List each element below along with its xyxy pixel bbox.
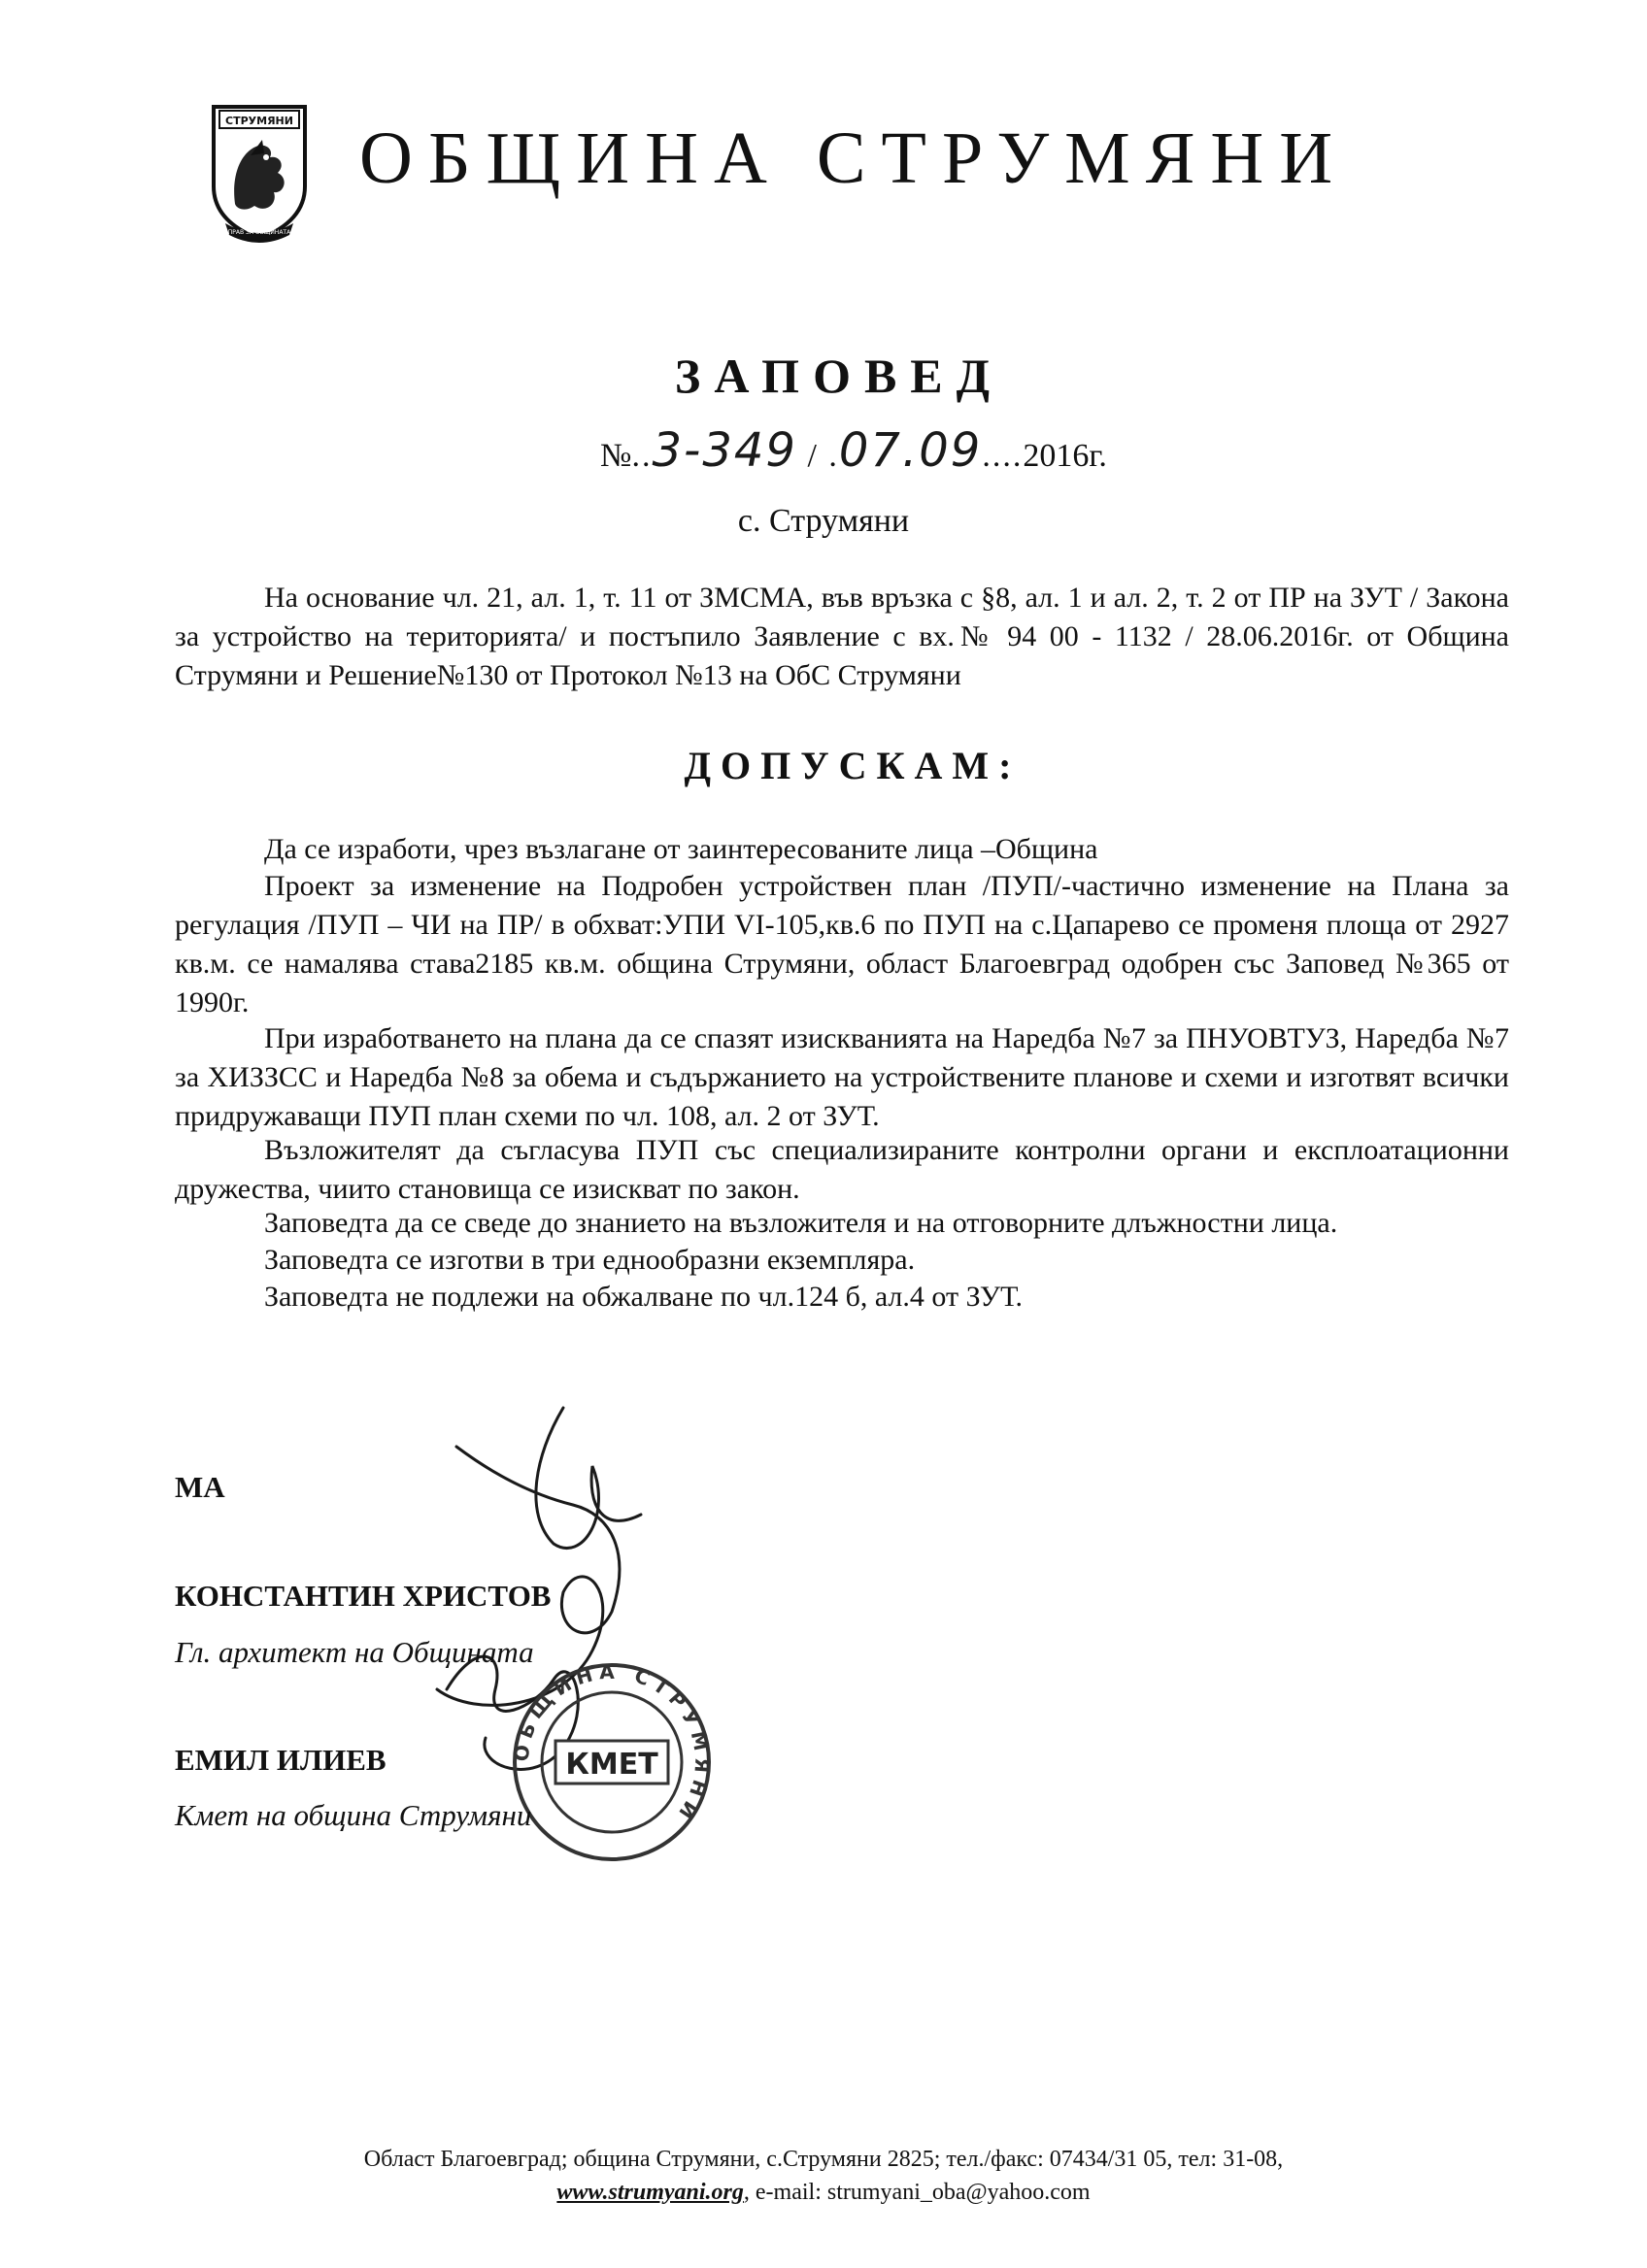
paragraph-4: Възложителят да съгласува ПУП със специализираните контролни органи и експлоатационни дружества, чиито становища се изискват по закон. [175, 1134, 1509, 1205]
paragraph-5: Заповедта да се сведе до знанието на възложителя и на отговорните длъжностни лица. [264, 1207, 1338, 1239]
allow-heading: ДОПУСКАМ: [684, 744, 1022, 787]
paragraph-7: Заповедта не подлежи на обжалване по чл.124 б, ал.4 от ЗУТ. [264, 1281, 1023, 1313]
crest-ribbon: ПРАВ ЗА ОБЩИНАТА [227, 229, 291, 236]
paragraph-3: При изработването на плана да се спазят изискванията на Наредба №7 за ПНУОВТУЗ, Наредба №7 за ХИЗЗСС и Наредба №8 за обема и съдържанието на устройствените планове и схеми и изготвят всички придружаващи ПУП план схеми по чл. 108, ал. 2 от ЗУТ. [175, 1022, 1509, 1132]
author-initials: МА [175, 1470, 225, 1504]
preamble-paragraph: На основание чл. 21, ал. 1, т. 11 от ЗМСМА, във връзка с §8, ал. 1 и ал. 2, т. 2 от ПР на ЗУТ / Закона за устройство на територията/ и постъпило Заявление с вх.№ 94 00 - 1132 / 28.06.2016г. от Община Струмяни и Решение№130 от Протокол №13 на ОбС Струмяни [175, 582, 1509, 691]
email-text: , e-mail: strumyani_oba@yahoo.com [743, 2180, 1091, 2205]
handwritten-number: 3-349 [652, 423, 797, 478]
order-year: 2016г. [1023, 438, 1107, 474]
place-of-issue: с. Струмяни [737, 503, 910, 539]
stamp-ring-text: ОБЩИНА СТРУМЯНИ [509, 1659, 715, 1829]
number-prefix: № [600, 438, 632, 474]
paragraph-1: Да се изработи, чрез възлагане от заинтересованите лица –Община [264, 833, 1098, 865]
municipality-title: ОБЩИНА СТРУМЯНИ [359, 117, 1349, 199]
mayor-name: ЕМИЛ ИЛИЕВ [175, 1743, 387, 1777]
stamp-center-text: КМЕТ [565, 1748, 658, 1782]
paragraph-2: Проект за изменение на Подробен устройствен план /ПУП/-частично изменение на Плана за регулация /ПУП – ЧИ на ПР/ в обхват:УПИ VI-105,кв.6 по ПУП на с.Цапарево се променя площа от 2927 кв.м. се намалява става2185 кв.м. община Струмяни, област Благоевград одобрен със Заповед №365 от 1990г. [175, 870, 1509, 1018]
handwritten-date: 07.09 [838, 423, 983, 478]
website-link[interactable]: www.strumyani.org [556, 2180, 744, 2205]
municipality-crest-icon [206, 97, 313, 245]
footer-address: Област Благоевград; община Струмяни, с.Струмяни 2825; тел./факс: 07434/31 05, тел: 31-08, [363, 2147, 1284, 2172]
order-title: ЗАПОВЕД [674, 349, 1004, 403]
official-stamp [505, 1655, 719, 1869]
footer-contacts [0, 2177, 1647, 2208]
order-number: №..3-349 / .07.09....2016г. [600, 423, 1107, 478]
architect-name: КОНСТАНТИН ХРИСТОВ [175, 1579, 552, 1613]
crest-label: СТРУМЯНИ [225, 115, 293, 127]
architect-title: Гл. архитект на Общината [175, 1635, 534, 1669]
paragraph-6: Заповедта се изготви в три еднообразни екземпляра. [264, 1244, 916, 1276]
mayor-title: Кмет на община Струмяни [175, 1798, 532, 1832]
